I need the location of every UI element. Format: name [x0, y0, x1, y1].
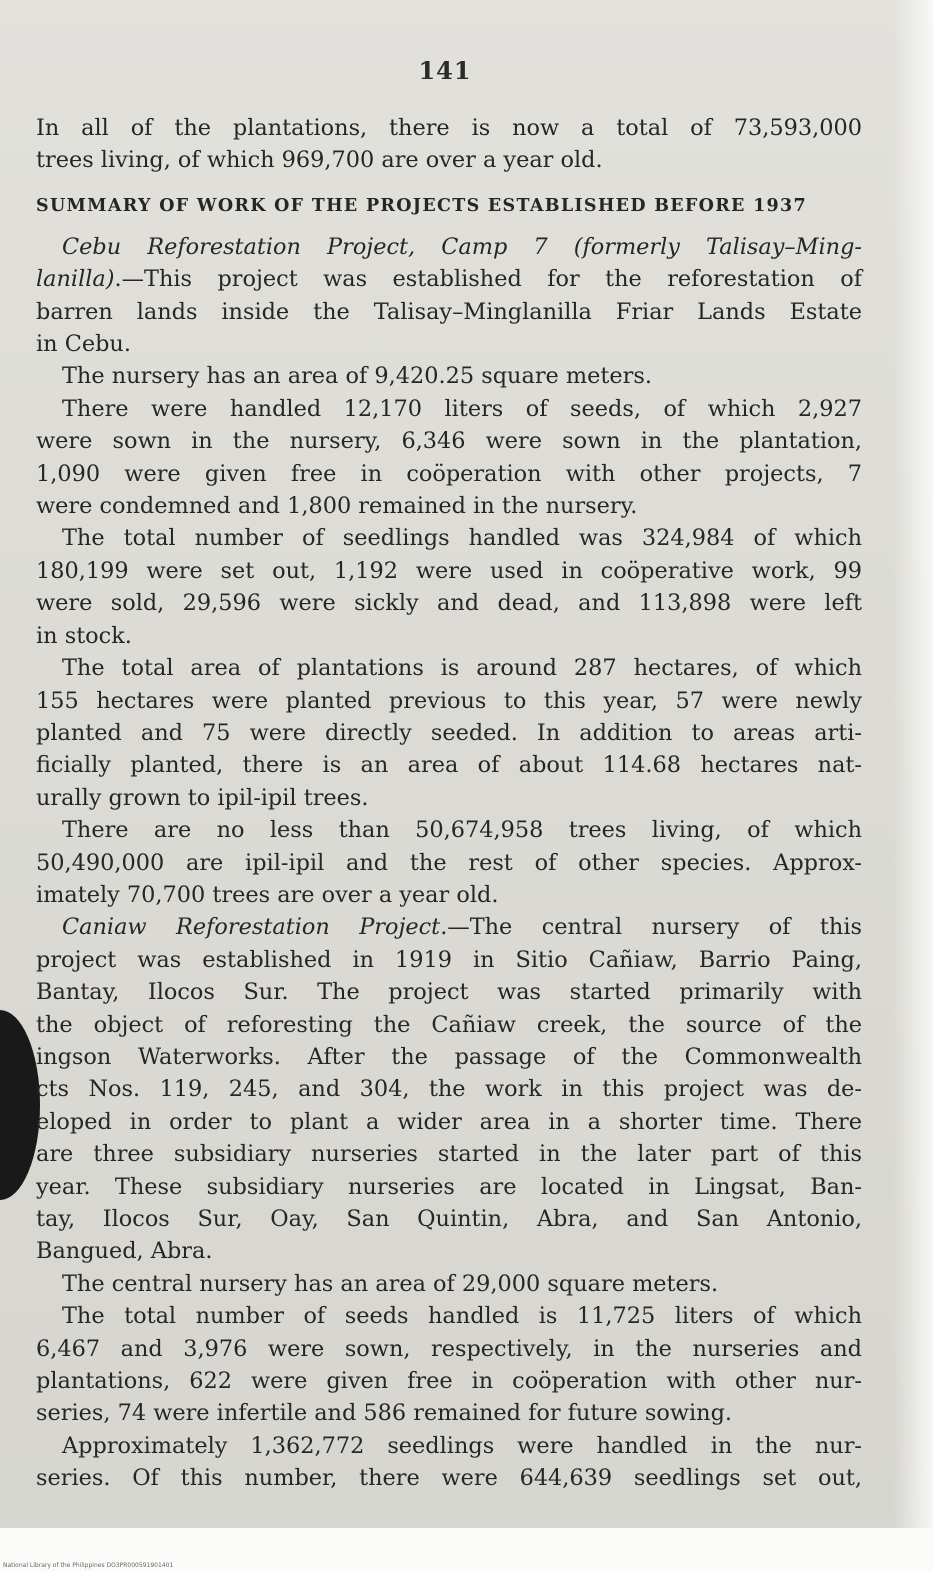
text-line: urally grown to ipil-ipil trees. — [36, 784, 369, 811]
text-line: were condemned and 1,800 remained in the nursery. — [36, 493, 638, 520]
cebu-seeds-paragraph — [36, 393, 862, 523]
caniaw-title-rest: .—The central nursery of this — [440, 914, 862, 941]
text-line: in stock. — [36, 622, 132, 649]
text-line: The total number of seedlings handled was 324,984 of which — [62, 525, 862, 552]
section-heading: SUMMARY OF WORK OF THE PROJECTS ESTABLISHED BEFORE 1937 — [36, 195, 807, 216]
text-line: in Cebu. — [36, 331, 131, 358]
text-line: ficially planted, there is an area of about 114.68 hectares nat- — [36, 752, 862, 779]
text-line: tay, Ilocos Sur, Oay, San Quintin, Abra, and San Antonio, — [36, 1206, 862, 1232]
page-edge-shading — [893, 0, 933, 1572]
cebu-seedlings-paragraph — [36, 522, 862, 652]
text-line: series. Of this number, there were 644,639 seedlings set out, — [36, 1465, 862, 1492]
caniaw-seeds-paragraph — [36, 1300, 862, 1430]
text-line: In all of the plantations, there is now a total of 73,593,000 — [36, 115, 862, 141]
cebu-project-title: Cebu Reforestation Project, Camp 7 (formerly Talisay–Ming- — [62, 233, 862, 260]
caniaw-project-title: Caniaw Reforestation Project — [62, 914, 441, 941]
body-text — [36, 112, 862, 1495]
cebu-nursery-paragraph — [36, 360, 862, 392]
text-line: Approximately 1,362,772 seedlings were handled in the nur- — [62, 1432, 862, 1459]
text-line — [36, 263, 862, 295]
text-line: 1,090 were given free in coöperation with other projects, 7 — [36, 460, 862, 487]
text-line: eloped in order to plant a wider area in a shorter time. There — [36, 1108, 862, 1135]
text-line: ingson Waterworks. After the passage of the Commonwealth — [36, 1043, 862, 1070]
text-line: There were handled 12,170 liters of seeds, of which 2,927 — [62, 395, 862, 422]
ink-blot — [0, 1010, 40, 1200]
cebu-title-rest: .—This project was established for the reforestation of — [114, 266, 862, 293]
cebu-title-line — [36, 231, 862, 263]
caniaw-nursery-paragraph — [36, 1268, 862, 1300]
text-line: imately 70,700 trees are over a year old. — [36, 881, 499, 908]
caniaw-title-line — [36, 911, 862, 943]
text-line: The nursery has an area of 9,420.25 square meters. — [62, 363, 652, 390]
cebu-plantations-paragraph — [36, 652, 862, 814]
scan-footer: National Library of the Philippines DO3PR000591901401 — [3, 1562, 174, 1569]
text-line: Bangued, Abra. — [36, 1238, 213, 1265]
cebu-project-title-cont: lanilla) — [36, 266, 115, 293]
text-line: series, 74 were infertile and 586 remained for future sowing. — [36, 1400, 733, 1427]
text-line: The total number of seeds handled is 11,725 liters of which — [62, 1303, 862, 1330]
text-line: were sold, 29,596 were sickly and dead, and 113,898 were left — [36, 590, 862, 617]
text-line: The total area of plantations is around 287 hectares, of which — [62, 655, 862, 682]
cebu-trees-paragraph — [36, 814, 862, 911]
text-line: project was established in 1919 in Sitio Cañiaw, Barrio Paing, — [36, 946, 862, 973]
text-line: trees living, of which 969,700 are over a year old. — [36, 147, 603, 174]
text-line: The central nursery has an area of 29,000 square meters. — [62, 1270, 719, 1297]
text-line: 155 hectares were planted previous to this year, 57 were newly — [36, 687, 862, 714]
text-line: 50,490,000 are ipil-ipil and the rest of other species. Approx- — [36, 849, 862, 876]
text-line: are three subsidiary nurseries started in the later part of this — [36, 1141, 862, 1168]
text-line: plantations, 622 were given free in coöperation with other nur- — [36, 1368, 862, 1395]
caniaw-seedlings-paragraph — [36, 1430, 862, 1495]
text-line: planted and 75 were directly seeded. In addition to areas arti- — [36, 719, 862, 746]
cebu-intro-paragraph — [36, 231, 862, 361]
text-line: were sown in the nursery, 6,346 were sown in the plantation, — [36, 428, 862, 455]
text-line: year. These subsidiary nurseries are located in Lingsat, Ban- — [36, 1173, 862, 1200]
page-number: 141 — [418, 56, 472, 85]
intro-paragraph — [36, 112, 862, 177]
text-line: 180,199 were set out, 1,192 were used in coöperative work, 99 — [36, 557, 862, 584]
text-line: There are no less than 50,674,958 trees living, of which — [62, 817, 862, 844]
caniaw-intro-paragraph — [36, 911, 862, 1267]
text-line: 6,467 and 3,976 were sown, respectively, in the nurseries and — [36, 1335, 862, 1362]
text-line: Bantay, Ilocos Sur. The project was started primarily with — [36, 979, 862, 1006]
text-line: the object of reforesting the Cañiaw creek, the source of the — [36, 1011, 862, 1038]
text-line: cts Nos. 119, 245, and 304, the work in this project was de- — [36, 1076, 862, 1103]
text-line: barren lands inside the Talisay–Minglanilla Friar Lands Estate — [36, 298, 862, 325]
